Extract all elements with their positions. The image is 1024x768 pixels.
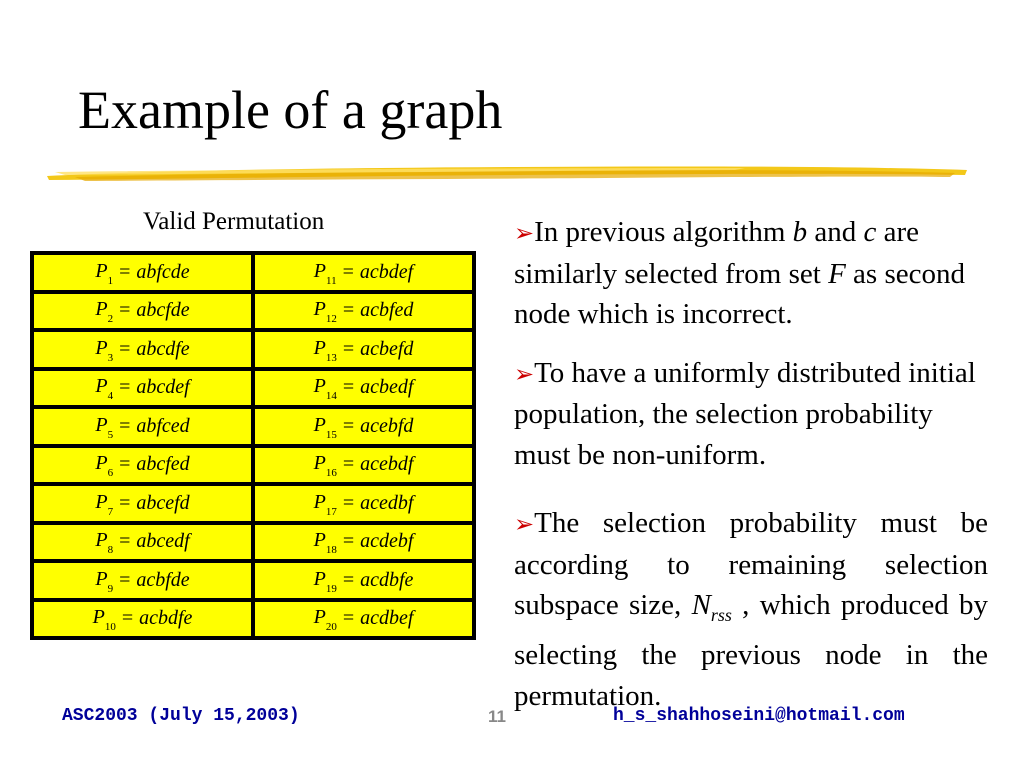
table-cell: $P_4$ = abcdef bbox=[34, 371, 251, 406]
footer-page-number: 11 bbox=[488, 707, 506, 726]
table-cell: $P_{10}$ = acbdfe bbox=[34, 602, 251, 637]
table-cell: $P_{20}$ = acdbef bbox=[255, 602, 472, 637]
footer-conference: ASC2003 (July 15,2003) bbox=[62, 706, 300, 726]
table-cell: $P_1$ = abfcde bbox=[34, 255, 251, 290]
table-cell: $P_9$ = acbfde bbox=[34, 563, 251, 598]
footer-email: h_s_shahhoseini@hotmail.com bbox=[613, 706, 905, 726]
table-cell: $P_7$ = abcefd bbox=[34, 486, 251, 521]
table-cell: $P_{11}$ = acbdef bbox=[255, 255, 472, 290]
table-cell: $P_{12}$ = acbfed bbox=[255, 294, 472, 329]
bullet-list bbox=[514, 212, 988, 716]
table-cell: $P_5$ = abfced bbox=[34, 409, 251, 444]
title-underline-brush-stroke bbox=[45, 158, 970, 188]
slide-title: Example of a graph bbox=[78, 80, 503, 140]
bullet-item: ➢To have a uniformly distributed initial population, the selection probability must be non-uniform. bbox=[514, 356, 976, 471]
arrow-bullet-icon: ➢ bbox=[514, 219, 535, 247]
valid-permutation-table bbox=[30, 251, 476, 640]
table-cell: $P_{18}$ = acdebf bbox=[255, 525, 472, 560]
table-cell: $P_{19}$ = acdbfe bbox=[255, 563, 472, 598]
table-cell: $P_{17}$ = acedbf bbox=[255, 486, 472, 521]
table-cell: $P_6$ = abcfed bbox=[34, 448, 251, 483]
table-cell: $P_{14}$ = acbedf bbox=[255, 371, 472, 406]
arrow-bullet-icon: ➢ bbox=[514, 359, 535, 388]
table-cell: $P_3$ = abcdfe bbox=[34, 332, 251, 367]
table-caption: Valid Permutation bbox=[143, 208, 325, 235]
table-cell: $P_8$ = abcedf bbox=[34, 525, 251, 560]
table-cell: $P_{16}$ = acebdf bbox=[255, 448, 472, 483]
bullet-item: ➢The selection probability must be according to remaining selection subspace size, $N_{rss}$ , which produced by selecting the previous node in the permutation. bbox=[514, 507, 988, 712]
bullet-item: ➢In previous algorithm b and c are similarly selected from set F as second node which is incorrect. bbox=[514, 216, 965, 330]
table-cell: $P_{15}$ = acebfd bbox=[255, 409, 472, 444]
arrow-bullet-icon: ➢ bbox=[514, 510, 535, 538]
table-cell: $P_2$ = abcfde bbox=[34, 294, 251, 329]
table-cell: $P_{13}$ = acbefd bbox=[255, 332, 472, 367]
